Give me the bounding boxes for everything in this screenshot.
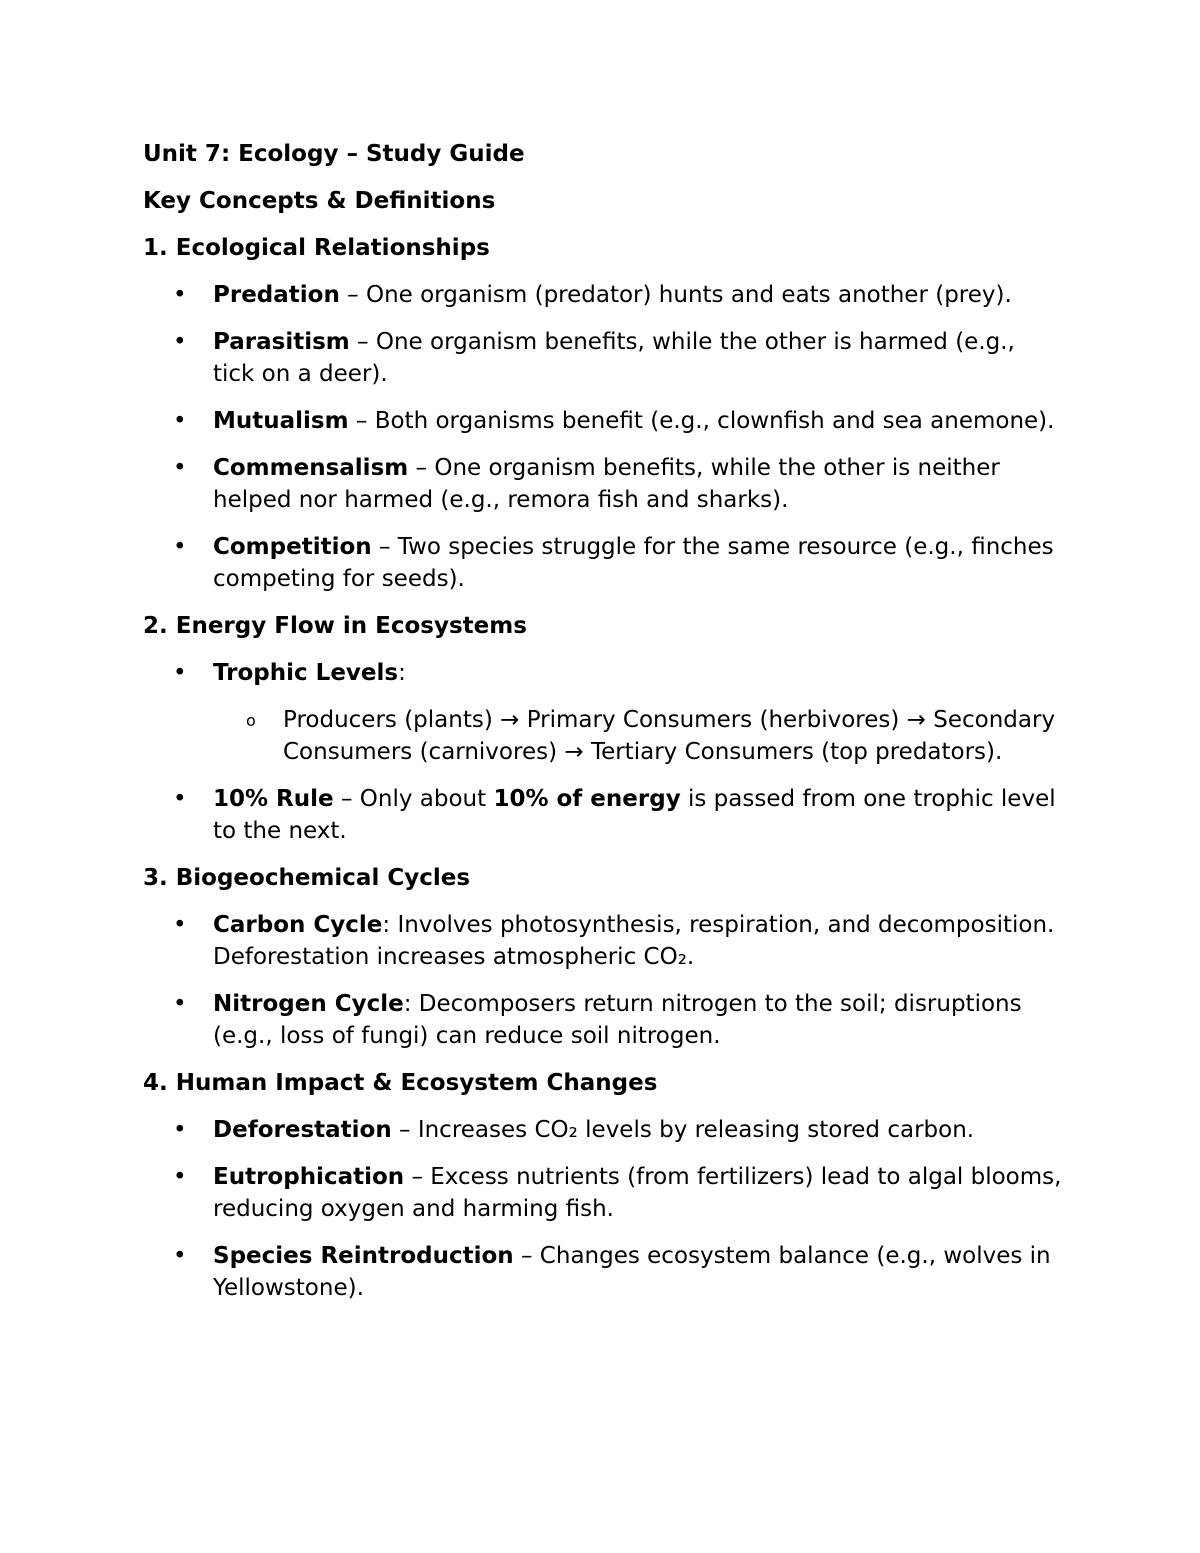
document-title: Unit 7: Ecology – Study Guide: [143, 141, 525, 167]
definition-commensalism: – One organism benefits, while the other is neither helped nor harmed (e.g., remora fish and sharks).: [213, 455, 1000, 513]
definition-nitrogen-cycle: : Decomposers return nitrogen to the soil; disruptions (e.g., loss of fungi) can reduce soil nitrogen.: [213, 991, 1022, 1049]
list-item-deforestation: [143, 1114, 1063, 1146]
list-item-predation: [143, 279, 1063, 311]
term-trophic-levels: Trophic Levels: [213, 660, 399, 686]
definition-predation: – One organism (predator) hunts and eats another (prey).: [339, 282, 1012, 308]
term-species-reintroduction: Species Reintroduction: [213, 1243, 514, 1269]
definition-species-reintroduction: – Changes ecosystem balance (e.g., wolves in Yellowstone).: [213, 1243, 1051, 1301]
sub-item-trophic-chain: o Producers (plants) → Primary Consumers (herbivores) → Secondary Consumers (carnivores) → Tertiary Consumers (top predators).: [213, 704, 1063, 768]
list-item-eutrophication: [143, 1161, 1063, 1225]
list-item-parasitism: [143, 326, 1063, 390]
term-commensalism: Commensalism: [213, 455, 409, 481]
definition-mutualism: – Both organisms benefit (e.g., clownfish and sea anemone).: [348, 408, 1055, 434]
trophic-levels-colon: :: [398, 660, 406, 686]
energy-flow-list: [143, 657, 1063, 847]
section-title-energy-flow: 2. Energy Flow in Ecosystems: [143, 613, 527, 639]
document-subtitle: Key Concepts & Definitions: [143, 188, 496, 214]
definition-deforestation: – Increases CO₂ levels by releasing stored carbon.: [391, 1117, 975, 1143]
term-mutualism: Mutualism: [213, 408, 349, 434]
term-10-percent-rule: 10% Rule: [213, 786, 334, 812]
list-item-nitrogen-cycle: [143, 988, 1063, 1052]
rule-emphasis: 10% of energy: [493, 786, 681, 812]
definition-eutrophication: – Excess nutrients (from fertilizers) lead to algal blooms, reducing oxygen and harming fish.: [213, 1164, 1062, 1222]
rule-text-1: – Only about: [333, 786, 494, 812]
term-deforestation: Deforestation: [213, 1117, 392, 1143]
section-title-ecological-relationships: 1. Ecological Relationships: [143, 235, 490, 261]
definition-competition: – Two species struggle for the same resource (e.g., finches competing for seeds).: [213, 534, 1054, 592]
human-impact-list: [143, 1114, 1063, 1304]
term-parasitism: Parasitism: [213, 329, 350, 355]
list-item-commensalism: [143, 452, 1063, 516]
rule-text-2: is passed from one trophic level to the next.: [213, 786, 1056, 844]
list-item-mutualism: [143, 405, 1063, 437]
term-carbon-cycle: Carbon Cycle: [213, 912, 383, 938]
list-item-species-reintroduction: [143, 1240, 1063, 1304]
biogeochemical-cycles-list: [143, 909, 1063, 1052]
list-item-trophic-levels: [143, 657, 1063, 768]
trophic-levels-sublist: [213, 704, 1063, 768]
list-item-carbon-cycle: [143, 909, 1063, 973]
section-title-biogeochemical-cycles: 3. Biogeochemical Cycles: [143, 865, 471, 891]
section-title-human-impact: 4. Human Impact & Ecosystem Changes: [143, 1070, 658, 1096]
document-body: [143, 138, 1063, 1319]
term-nitrogen-cycle: Nitrogen Cycle: [213, 991, 404, 1017]
list-item-competition: [143, 531, 1063, 595]
ecological-relationships-list: [143, 279, 1063, 595]
term-eutrophication: Eutrophication: [213, 1164, 405, 1190]
definition-carbon-cycle: : Involves photosynthesis, respiration, and decomposition. Deforestation increases atmospheric CO₂.: [213, 912, 1055, 970]
definition-parasitism: – One organism benefits, while the other is harmed (e.g., tick on a deer).: [213, 329, 1015, 387]
term-predation: Predation: [213, 282, 340, 308]
list-item-10-percent-rule: [143, 783, 1063, 847]
term-competition: Competition: [213, 534, 372, 560]
